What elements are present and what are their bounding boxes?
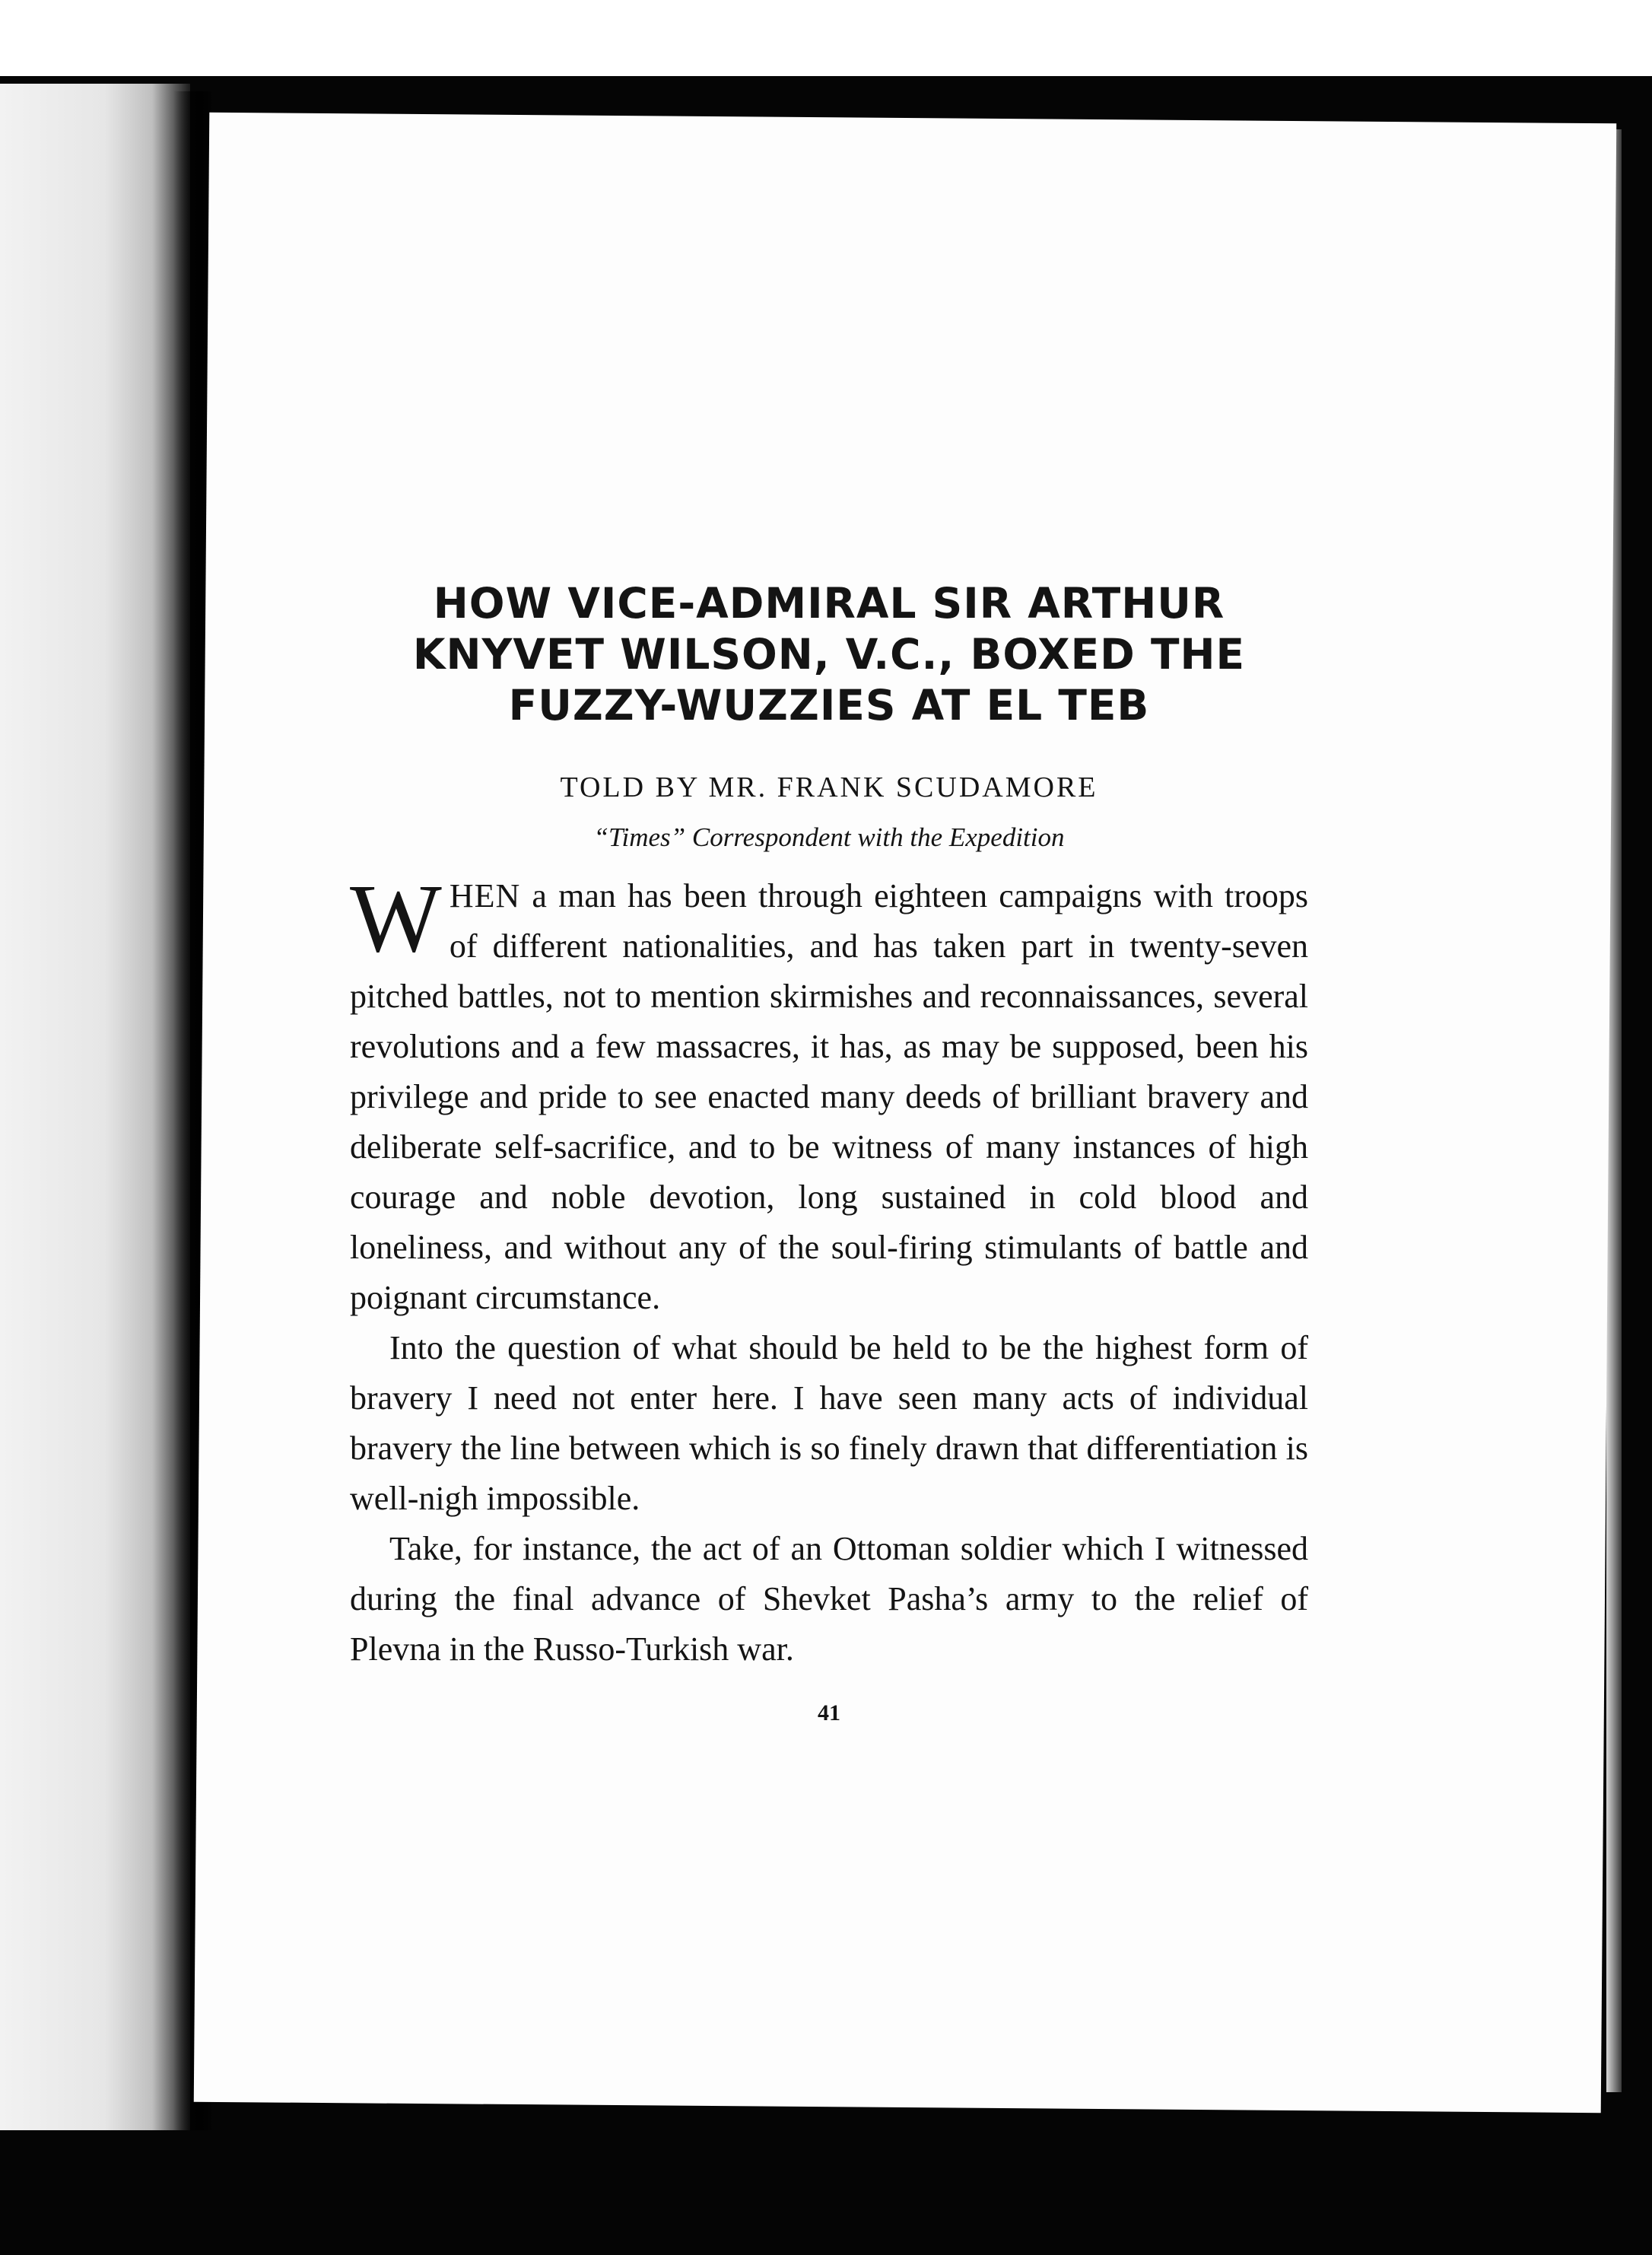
chapter-title: HOW VICE-ADMIRAL SIR ARTHUR KNYVET WILSON, V.C., BOXED THE FUZZY-WUZZIES AT EL TEB <box>412 579 1246 730</box>
author-subtitle: “Times” Correspondent with the Expedition <box>593 822 1065 852</box>
left-page <box>0 84 190 2130</box>
page-number: 41 <box>818 1700 840 1725</box>
author-byline: TOLD BY MR. FRANK SCUDAMORE <box>560 771 1098 803</box>
paragraph-1 <box>350 864 1308 1323</box>
drop-cap: W <box>350 864 442 972</box>
paragraph-1-text: a man has been through eighteen campaigns with troops of different nationalities, and has taken part in twenty-seven pitched battles, not to mention skirmishes and reconnaissances, several revolutions and a few massacres, it has, as may be supposed, been his privilege and pride to see enacted many deeds of brilliant bravery and deliberate self-sacrifice, and to be witness of many instances of high courage and noble devotion, long sustained in cold blood and loneliness, and without any of the soul-firing stimulants of battle and poignant circumstance. <box>350 877 1308 1316</box>
paragraph-3: Take, for instance, the act of an Ottoman soldier which I witnessed during the final advance of Shevket Pasha’s army to the relief of Plevna in the Russo-Turkish war. <box>350 1530 1308 1668</box>
paragraph-2: Into the question of what should be held to be the highest form of bravery I need not enter here. I have seen many acts of individual bravery the line between which is so finely drawn that differentiation is well-nigh impossible. <box>350 1329 1308 1517</box>
page-content <box>350 578 1308 1726</box>
lead-small-caps: HEN <box>449 877 521 914</box>
